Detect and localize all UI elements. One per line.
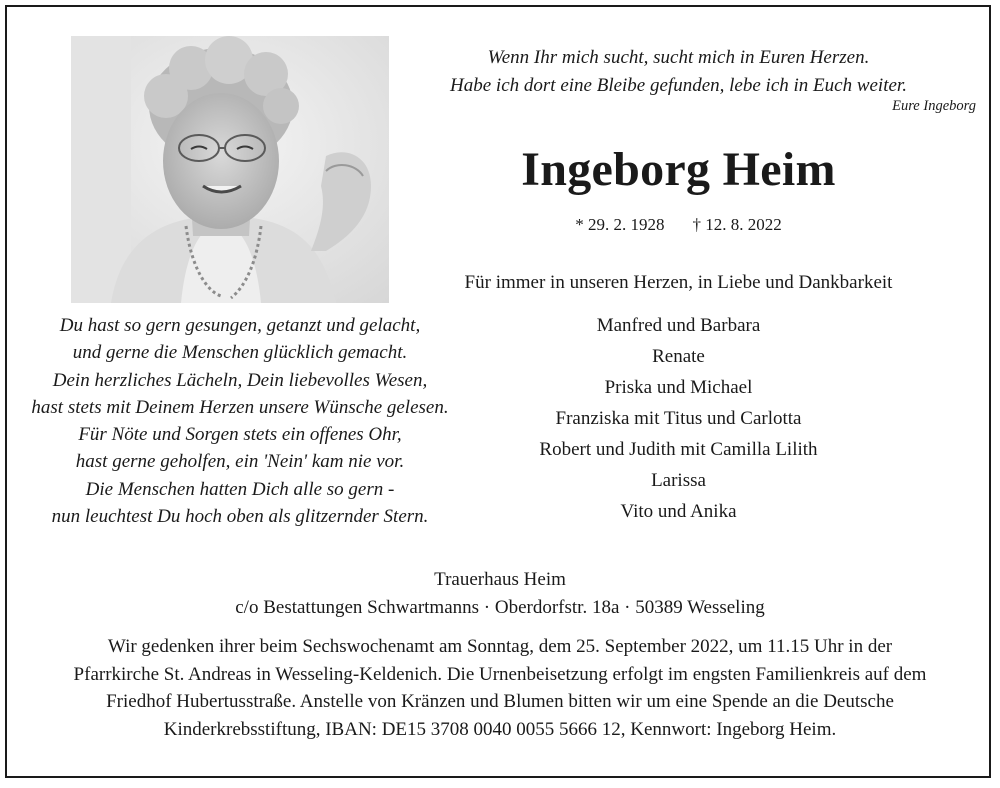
mourner-item: Renate <box>652 346 705 367</box>
portrait-photo <box>71 36 389 303</box>
poem <box>20 312 460 530</box>
mourner-item: Manfred und Barbara <box>596 315 761 336</box>
poem-line: Du hast so gern gesungen, getanzt und gelacht, <box>59 315 421 336</box>
dedication: Für immer in unseren Herzen, in Liebe und Dankbarkeit <box>464 272 893 293</box>
poem-line: und gerne die Menschen glücklich gemacht. <box>72 342 408 364</box>
portrait-illustration <box>71 36 389 303</box>
notice-line: Wir gedenken ihrer beim Sechswochenamt am Sonntag, dem 25. September 2022, um 11.15 Uhr in der <box>107 636 893 657</box>
death-date: † 12. 8. 2022 <box>692 215 782 234</box>
poem-line: hast gerne geholfen, ein 'Nein' kam nie vor. <box>75 451 405 473</box>
notice-line: Kinderkrebsstiftung, IBAN: DE15 3708 0040 0055 5666 12, Kennwort: Ingeborg Heim. <box>163 718 837 740</box>
notice-line: Friedhof Hubertusstraße. Anstelle von Kränzen und Blumen bitten wir um eine Spende an die Deutsche <box>106 691 894 712</box>
quote <box>380 44 977 100</box>
quote-line: Habe ich dort eine Bleibe gefunden, lebe ich in Euch weiter. <box>450 75 907 96</box>
mourners-list <box>380 310 977 527</box>
quote-signature: Eure Ingeborg <box>892 98 976 114</box>
mourning-house-address: c/o Bestattungen Schwartmanns · Oberdorfstr. 18a · 50389 Wesseling <box>235 597 765 618</box>
service-notice <box>40 633 960 743</box>
mourner-item: Robert und Judith mit Camilla Lilith <box>539 439 818 460</box>
poem-line: hast stets mit Deinem Herzen unsere Wünsche gelesen. <box>31 396 449 418</box>
mourning-house <box>20 566 980 622</box>
poem-line: Die Menschen hatten Dich alle so gern - <box>85 478 395 500</box>
mourner-item: Priska und Michael <box>604 377 753 398</box>
mourning-house-name: Trauerhaus Heim <box>434 569 566 590</box>
mourner-item: Franziska mit Titus und Carlotta <box>555 408 802 429</box>
deceased-name: Ingeborg Heim <box>521 143 836 196</box>
life-dates <box>380 214 977 236</box>
poem-line: Dein herzliches Lächeln, Dein liebevolles Wesen, <box>52 369 428 391</box>
poem-line: nun leuchtest Du hoch oben als glitzernder Stern. <box>51 506 429 528</box>
quote-line: Wenn Ihr mich sucht, sucht mich in Euren Herzen. <box>487 47 870 68</box>
birth-date: * 29. 2. 1928 <box>575 215 665 234</box>
mourner-item: Larissa <box>651 470 706 491</box>
notice-line: Pfarrkirche St. Andreas in Wesseling-Keldenich. Die Urnenbeisetzung erfolgt im engsten Familienkreis auf dem <box>73 663 927 685</box>
poem-line: Für Nöte und Sorgen stets ein offenes Ohr, <box>78 424 402 446</box>
mourner-item: Vito und Anika <box>620 501 737 522</box>
